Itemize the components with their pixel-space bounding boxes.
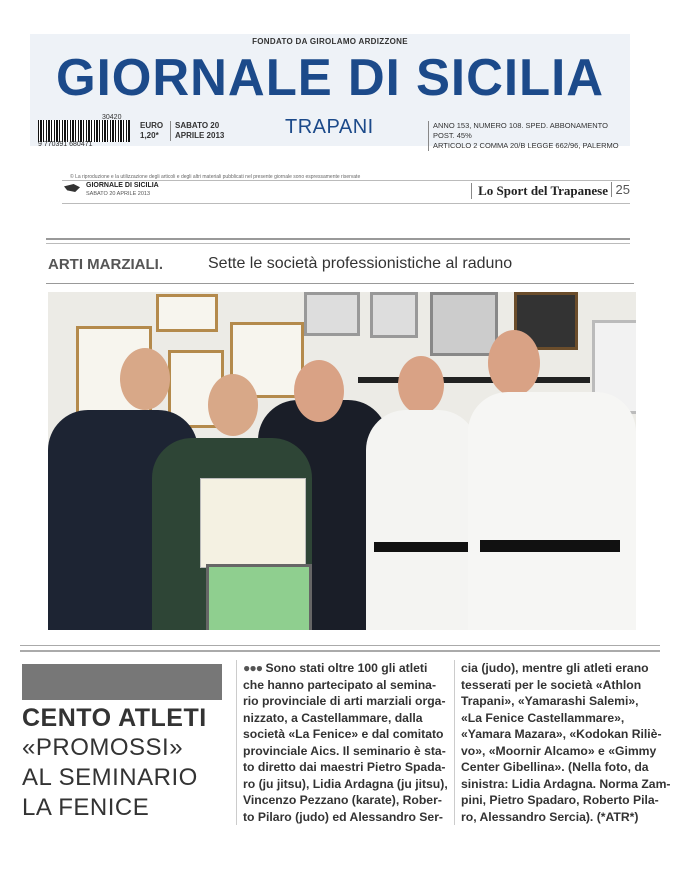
postal-info-line1: ANNO 153, NUMERO 108. SPED. ABBONAMENTO POST. 45% <box>433 121 608 140</box>
sicily-logo-icon <box>64 184 80 192</box>
edition-name: TRAPANI <box>285 116 374 138</box>
issue-date <box>170 121 224 141</box>
article-line: to diretto dai maestri Pietro Spada- <box>243 760 446 774</box>
article-line: provinciale Aics. Il seminario è sta- <box>243 743 446 758</box>
diploma <box>200 478 306 568</box>
wall-frame <box>156 294 218 332</box>
person-head <box>398 356 444 414</box>
person-head <box>294 360 344 422</box>
article-kicker: ARTI MARZIALI. <box>48 256 163 273</box>
article-line: nizzato, a Castellammare, dalla <box>243 710 423 725</box>
article-line: ro, Alessandro Sercia). (*ATR*) <box>461 809 639 824</box>
article-photo <box>48 292 636 630</box>
article-line: società «La Fenice» e dal comitato <box>243 727 444 741</box>
article-column-1 <box>236 660 453 825</box>
postal-info <box>428 121 630 151</box>
article-line: che hanno partecipato al semina- <box>243 677 437 692</box>
barcode-number: 9 770391 680471 <box>38 141 93 148</box>
founder-line: FONDATO DA GIROLAMO ARDIZZONE <box>252 37 408 46</box>
katana <box>358 377 590 383</box>
article-line: cia (judo), mentre gli atleti erano <box>461 661 649 675</box>
masthead <box>30 34 630 150</box>
running-head-date: SABATO 20 APRILE 2013 <box>86 191 151 197</box>
running-head-paper-name: GIORNALE DI SICILIA <box>86 182 159 189</box>
person-body <box>366 410 478 630</box>
barcode-top-number: 30420 <box>102 114 122 121</box>
article-line: Center Gibellina». (Nella foto, da <box>461 760 649 774</box>
headline-gray-bar <box>22 664 222 700</box>
running-head <box>62 180 630 204</box>
award-plaque <box>206 564 312 630</box>
article-headline-bold: CENTO ATLETI <box>22 704 207 732</box>
article-line: Vincenzo Pezzano (karate), Rober- <box>243 793 442 807</box>
person-head <box>120 348 170 410</box>
issue-month-year: APRILE 2013 <box>175 131 225 140</box>
wall-frame <box>370 292 418 338</box>
barcode-icon <box>38 120 130 142</box>
postal-info-line2: ARTICOLO 2 COMMA 20/B LEGGE 662/96, PALERMO <box>433 141 619 150</box>
newspaper-title: GIORNALE DI SICILIA <box>55 49 605 107</box>
article-line: tesserati per le società «Athlon <box>461 677 642 692</box>
price-value: 1,20* <box>140 131 159 140</box>
black-belt <box>374 542 472 552</box>
price <box>140 121 163 141</box>
issue-day: SABATO 20 <box>175 121 220 130</box>
article-line: to Pilaro (judo) ed Alessandro Ser- <box>243 809 443 824</box>
article-line: Trapani», «Yamarashi Salemi», <box>461 694 639 708</box>
person-head <box>488 330 540 396</box>
wall-frame <box>430 292 498 356</box>
person-body <box>468 392 636 630</box>
article-headline-strip <box>46 243 634 284</box>
article-column-2 <box>454 660 671 825</box>
price-label: EURO <box>140 121 164 130</box>
page-number: 25 <box>611 182 630 197</box>
article-line: «La Fenice Castellammare», <box>461 710 625 725</box>
article-rule <box>20 645 660 652</box>
person-head <box>208 374 258 436</box>
wall-frame <box>304 292 360 336</box>
black-belt <box>480 540 620 552</box>
bullets-icon: ●●● <box>243 661 263 675</box>
copyright-note: © La riproduzione e la utilizzazione degli articoli e degli altri materiali pubblicati nel presente giornale sono espressamente riservate <box>70 174 361 180</box>
article-headline-line: «PROMOSSI» <box>22 734 184 761</box>
article-subhead: Sette le società professionistiche al raduno <box>208 255 513 272</box>
masthead-info-strip <box>30 114 630 150</box>
article-line: ro (ju jitsu), Lidia Ardagna (ju jitsu), <box>243 776 448 791</box>
article-line: rio provinciale di arti marziali orga- <box>243 694 446 708</box>
article-line: pini, Pietro Spadaro, Roberto Pila- <box>461 793 659 807</box>
article-line: «Yamara Mazara», «Kodokan Riliè- <box>461 727 662 741</box>
article-line: Sono stati oltre 100 gli atleti <box>262 661 428 675</box>
article-line: sinistra: Lidia Ardagna. Norma Zam- <box>461 776 671 791</box>
section-title: Lo Sport del Trapanese <box>471 183 608 199</box>
article-headline-line: AL SEMINARIO <box>22 764 198 791</box>
article-headline-line: LA FENICE <box>22 794 150 821</box>
article-line: vo», «Moornir Alcamo» e «Gimmy <box>461 743 657 758</box>
